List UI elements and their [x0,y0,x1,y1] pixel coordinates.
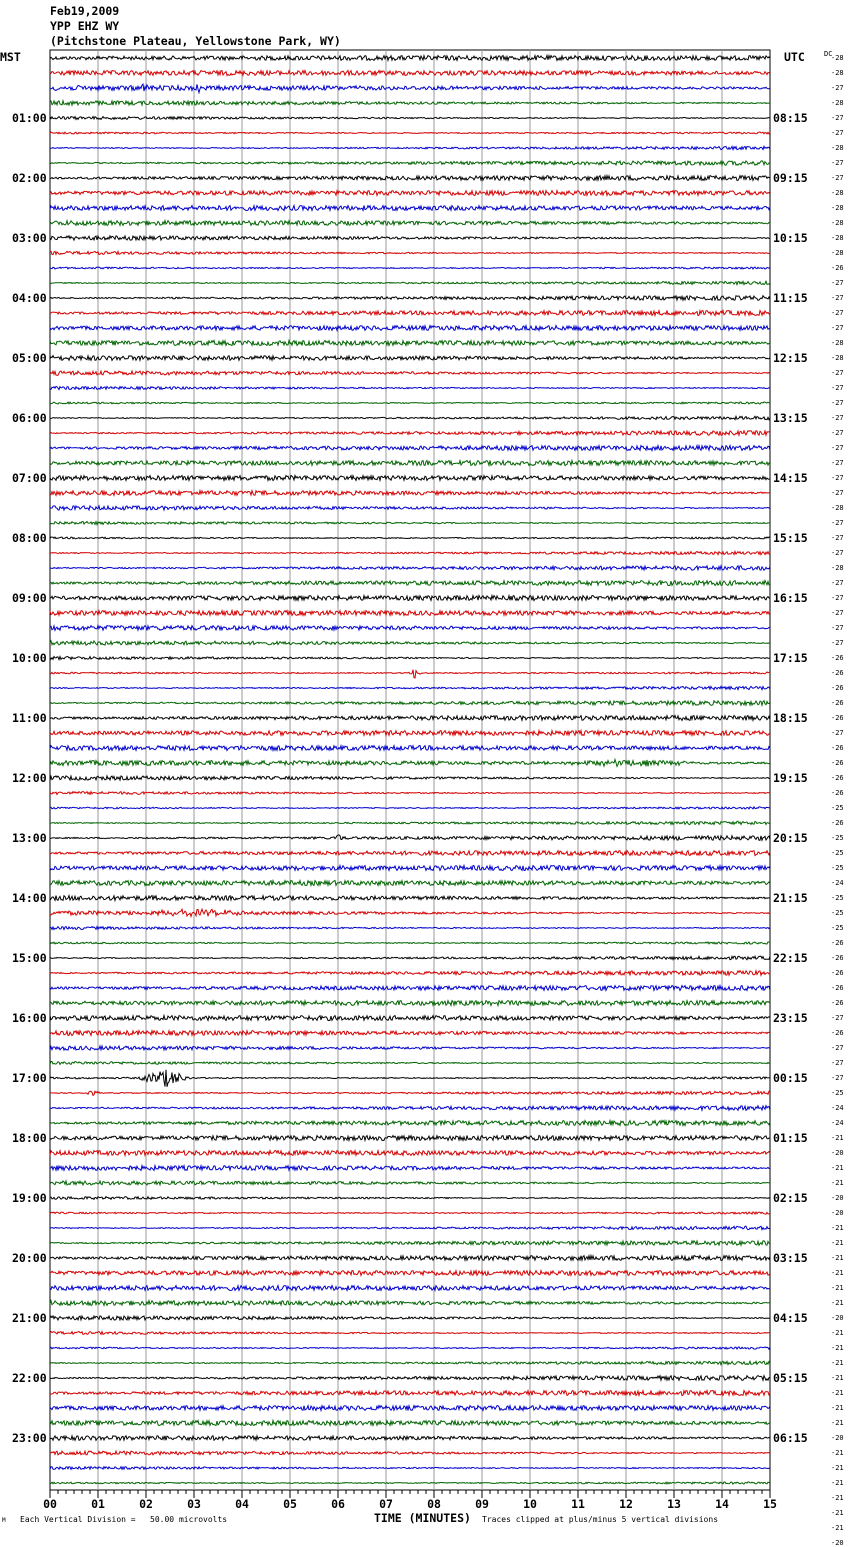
utc-label: UTC [784,50,805,64]
dc-offset-label: -24 [831,1119,844,1127]
x-tick-label: 03 [187,1497,201,1511]
dc-offset-label: -26 [831,744,844,752]
trace-2 [50,84,770,93]
x-tick-label: 10 [523,1497,537,1511]
dc-offset-label: -27 [831,429,844,437]
x-tick-label: 07 [379,1497,393,1511]
dc-offset-label: -27 [831,1074,844,1082]
dc-offset-label: -28 [831,204,844,212]
dc-offset-label: -24 [831,1104,844,1112]
x-tick-label: 05 [283,1497,297,1511]
dc-offset-label: -26 [831,969,844,977]
trace-72 [50,1136,770,1141]
mst-hour-label: 15:00 [12,951,47,965]
trace-18 [50,326,770,331]
mst-hour-label: 14:00 [12,891,47,905]
utc-hour-label: 06:15 [773,1431,808,1445]
utc-hour-label: 08:15 [773,111,808,125]
dc-offset-label: -21 [831,1359,844,1367]
utc-hour-label: 16:15 [773,591,808,605]
mst-hour-label: 02:00 [12,171,47,185]
mst-hour-label: 12:00 [12,771,47,785]
dc-offset-label: -26 [831,714,844,722]
utc-hour-label: 18:15 [773,711,808,725]
dc-offset-label: -28 [831,69,844,77]
dc-offset-label: -21 [831,1164,844,1172]
dc-offset-label: -26 [831,789,844,797]
trace-28 [50,476,770,481]
trace-43 [50,701,770,706]
dc-offset-label: -27 [831,399,844,407]
dc-offset-label: -26 [831,819,844,827]
dc-offset-label: -25 [831,864,844,872]
trace-21 [50,371,770,375]
dc-offset-label: -27 [831,279,844,287]
trace-4 [50,117,770,120]
dc-offset-label: -27 [831,639,844,647]
dc-offset-label: -26 [831,684,844,692]
trace-68 [50,1070,770,1087]
trace-46 [50,746,770,751]
dc-offset-label: -28 [831,249,844,257]
trace-66 [50,1046,770,1050]
dc-offset-label: -27 [831,174,844,182]
dc-offset-label: -28 [831,504,844,512]
mst-hour-label: 21:00 [12,1311,47,1325]
dc-offset-label: -26 [831,669,844,677]
scale-note: Each Vertical Division = 50.00 microvolts [20,1515,228,1524]
trace-27 [50,461,770,466]
dc-offset-label: -26 [831,999,844,1007]
utc-hour-label: 22:15 [773,951,808,965]
trace-51 [50,821,770,824]
trace-62 [50,986,770,991]
trace-41 [50,670,770,678]
trace-32 [50,537,770,539]
clip-note: Traces clipped at plus/minus 5 vertical divisions [482,1515,719,1524]
dc-offset-label: -26 [831,264,844,272]
utc-hour-label: 20:15 [773,831,808,845]
trace-74 [50,1166,770,1171]
dc-offset-label: -21 [831,1284,844,1292]
mst-hour-label: 19:00 [12,1191,47,1205]
mst-hour-label: 05:00 [12,351,47,365]
date-label: Feb19,2009 [50,4,120,18]
dc-offset-label: -25 [831,1089,844,1097]
trace-20 [50,356,770,361]
mst-hour-label: 09:00 [12,591,47,605]
mst-hour-label: 01:00 [12,111,47,125]
dc-offset-label: -27 [831,309,844,317]
x-axis-title: TIME (MINUTES) [374,1511,471,1525]
dc-offset-label: -27 [831,594,844,602]
trace-36 [50,596,770,601]
utc-hour-label: 14:15 [773,471,808,485]
dc-offset-label: -25 [831,849,844,857]
trace-19 [50,341,770,346]
dc-offset-label: -21 [831,1464,844,1472]
dc-offset-label: -27 [831,489,844,497]
trace-44 [50,716,770,721]
utc-hour-label: 01:15 [773,1131,808,1145]
trace-35 [50,581,770,586]
utc-hour-label: 12:15 [773,351,808,365]
trace-5 [50,132,770,134]
dc-offset-label: -21 [831,1419,844,1427]
utc-hour-label: 23:15 [773,1011,808,1025]
dc-offset-label: -27 [831,549,844,557]
mst-hour-label: 13:00 [12,831,47,845]
trace-84 [50,1316,770,1320]
dc-offset-label: -27 [831,114,844,122]
trace-92 [50,1436,770,1441]
x-tick-label: 02 [139,1497,153,1511]
mst-hour-label: 04:00 [12,291,47,305]
x-tick-label: 13 [667,1497,681,1511]
trace-95 [50,1482,770,1484]
trace-87 [50,1361,770,1365]
trace-47 [50,760,770,767]
utc-hour-label: 05:15 [773,1371,808,1385]
x-tick-label: 01 [91,1497,105,1511]
trace-52 [50,835,770,840]
trace-49 [50,792,770,795]
utc-hour-label: 03:15 [773,1251,808,1265]
trace-6 [50,146,770,149]
dc-offset-label: -27 [831,294,844,302]
dc-offset-label: -20 [831,1149,844,1157]
trace-50 [50,807,770,809]
trace-37 [50,611,770,616]
mst-hour-label: 07:00 [12,471,47,485]
trace-93 [50,1451,770,1455]
dc-offset-label: -26 [831,954,844,962]
dc-offset-label: -27 [831,519,844,527]
trace-48 [50,776,770,780]
trace-13 [50,251,770,254]
trace-81 [50,1271,770,1276]
trace-54 [50,866,770,871]
dc-offset-label: -27 [831,324,844,332]
trace-63 [50,1001,770,1006]
utc-hour-label: 13:15 [773,411,808,425]
dc-offset-label: -27 [831,369,844,377]
trace-7 [50,161,770,166]
x-tick-label: 15 [763,1497,777,1511]
dc-offset-label: -27 [831,384,844,392]
x-tick-label: 00 [43,1497,57,1511]
trace-3 [50,101,770,105]
trace-12 [50,236,770,240]
utc-hour-label: 00:15 [773,1071,808,1085]
trace-91 [50,1421,770,1426]
trace-33 [50,551,770,554]
location-label: (Pitchstone Plateau, Yellowstone Park, WY) [50,34,341,48]
dc-offset-label: -26 [831,759,844,767]
dc-offset-label: -20 [831,1314,844,1322]
dc-offset-label: -24 [831,879,844,887]
dc-header: DC [824,50,833,58]
trace-67 [50,1062,770,1065]
dc-offset-label: -27 [831,1044,844,1052]
dc-offset-label: -26 [831,654,844,662]
dc-offset-label: -21 [831,1224,844,1232]
dc-offset-label: -21 [831,1329,844,1337]
trace-39 [50,641,770,645]
trace-17 [50,311,770,316]
dc-offset-label: -28 [831,144,844,152]
dc-offset-label: -27 [831,159,844,167]
dc-offset-label: -21 [831,1269,844,1277]
dc-offset-label: -25 [831,894,844,902]
dc-offset-label: -25 [831,909,844,917]
trace-23 [50,402,770,404]
utc-hour-label: 02:15 [773,1191,808,1205]
trace-55 [50,881,770,886]
x-tick-label: 08 [427,1497,441,1511]
trace-83 [50,1301,770,1306]
trace-31 [50,522,770,525]
trace-69 [50,1091,770,1095]
mst-hour-label: 16:00 [12,1011,47,1025]
x-tick-label: 09 [475,1497,489,1511]
dc-offset-label: -20 [831,1539,844,1547]
corner-mark: M [2,1517,6,1524]
dc-offset-label: -21 [831,1494,844,1502]
x-tick-label: 12 [619,1497,633,1511]
trace-60 [50,956,770,960]
mst-hour-label: 20:00 [12,1251,47,1265]
dc-offset-label: -25 [831,834,844,842]
dc-offset-label: -28 [831,234,844,242]
dc-offset-label: -27 [831,1059,844,1067]
utc-hour-label: 19:15 [773,771,808,785]
trace-16 [50,296,770,301]
trace-94 [50,1467,770,1470]
dc-offset-label: -21 [831,1254,844,1262]
dc-offset-label: -21 [831,1134,844,1142]
trace-45 [50,731,770,736]
dc-offset-label: -21 [831,1524,844,1532]
mst-hour-label: 11:00 [12,711,47,725]
trace-73 [50,1151,770,1156]
trace-61 [50,971,770,976]
mst-hour-label: 08:00 [12,531,47,545]
trace-90 [50,1406,770,1411]
dc-offset-label: -21 [831,1299,844,1307]
dc-offset-label: -21 [831,1479,844,1487]
trace-29 [50,491,770,496]
dc-offset-label: -28 [831,189,844,197]
trace-79 [50,1241,770,1246]
utc-hour-label: 15:15 [773,531,808,545]
trace-71 [50,1121,770,1126]
mst-label: MST [0,50,21,64]
dc-offset-label: -20 [831,1209,844,1217]
dc-offset-label: -27 [831,624,844,632]
x-tick-label: 11 [571,1497,585,1511]
dc-offset-label: -25 [831,804,844,812]
trace-56 [50,896,770,901]
x-tick-label: 04 [235,1497,249,1511]
utc-hour-label: 21:15 [773,891,808,905]
trace-82 [50,1286,770,1291]
mst-hour-label: 23:00 [12,1431,47,1445]
dc-offset-label: -20 [831,1194,844,1202]
x-tick-label: 14 [715,1497,729,1511]
trace-80 [50,1256,770,1261]
dc-offset-label: -21 [831,1449,844,1457]
trace-38 [50,626,770,631]
dc-offset-label: -27 [831,534,844,542]
dc-offset-label: -27 [831,1014,844,1022]
dc-offset-label: -21 [831,1374,844,1382]
trace-70 [50,1106,770,1111]
dc-offset-label: -26 [831,774,844,782]
trace-25 [50,431,770,436]
dc-offset-label: -20 [831,1434,844,1442]
station-label: YPP EHZ WY [50,19,120,33]
trace-86 [50,1347,770,1349]
trace-77 [50,1212,770,1214]
trace-59 [50,942,770,944]
trace-8 [50,176,770,181]
dc-offset-label: -28 [831,354,844,362]
dc-offset-label: -28 [831,99,844,107]
trace-30 [50,506,770,510]
dc-offset-label: -21 [831,1344,844,1352]
dc-offset-label: -27 [831,84,844,92]
dc-offset-label: -21 [831,1179,844,1187]
trace-75 [50,1181,770,1185]
utc-hour-label: 10:15 [773,231,808,245]
dc-offset-label: -28 [831,564,844,572]
trace-11 [50,221,770,226]
trace-24 [50,416,770,419]
dc-offset-label: -28 [831,339,844,347]
trace-88 [50,1376,770,1381]
dc-offset-label: -27 [831,609,844,617]
mst-hour-label: 17:00 [12,1071,47,1085]
dc-offset-label: -27 [831,414,844,422]
mst-hour-label: 22:00 [12,1371,47,1385]
trace-26 [50,446,770,451]
dc-offset-label: -21 [831,1404,844,1412]
dc-offset-label: -26 [831,984,844,992]
dc-offset-label: -26 [831,1029,844,1037]
trace-64 [50,1016,770,1021]
trace-65 [50,1031,770,1036]
utc-hour-label: 04:15 [773,1311,808,1325]
trace-34 [50,566,770,570]
dc-offset-label: -27 [831,444,844,452]
trace-9 [50,191,770,196]
trace-42 [50,686,770,689]
dc-offset-label: -27 [831,579,844,587]
mst-hour-label: 10:00 [12,651,47,665]
utc-hour-label: 11:15 [773,291,808,305]
mst-hour-label: 18:00 [12,1131,47,1145]
trace-85 [50,1332,770,1335]
dc-offset-label: -26 [831,939,844,947]
dc-offset-label: -27 [831,459,844,467]
trace-89 [50,1391,770,1396]
trace-53 [50,851,770,856]
x-tick-label: 06 [331,1497,345,1511]
dc-offset-label: -27 [831,474,844,482]
dc-offset-label: -21 [831,1239,844,1247]
trace-58 [50,927,770,930]
trace-78 [50,1226,770,1229]
trace-22 [50,387,770,390]
trace-76 [50,1197,770,1200]
trace-1 [50,71,770,76]
trace-10 [50,206,770,211]
dc-offset-label: -26 [831,699,844,707]
dc-offset-label: -21 [831,1509,844,1517]
trace-0 [50,56,770,61]
trace-14 [50,267,770,269]
mst-hour-label: 06:00 [12,411,47,425]
utc-hour-label: 09:15 [773,171,808,185]
dc-offset-label: -27 [831,129,844,137]
trace-57 [50,909,770,916]
dc-offset-label: -25 [831,924,844,932]
trace-40 [50,657,770,660]
dc-offset-label: -28 [831,219,844,227]
trace-15 [50,281,770,284]
dc-offset-label: -28 [831,54,844,62]
mst-hour-label: 03:00 [12,231,47,245]
dc-offset-label: -21 [831,1389,844,1397]
utc-hour-label: 17:15 [773,651,808,665]
dc-offset-label: -27 [831,729,844,737]
